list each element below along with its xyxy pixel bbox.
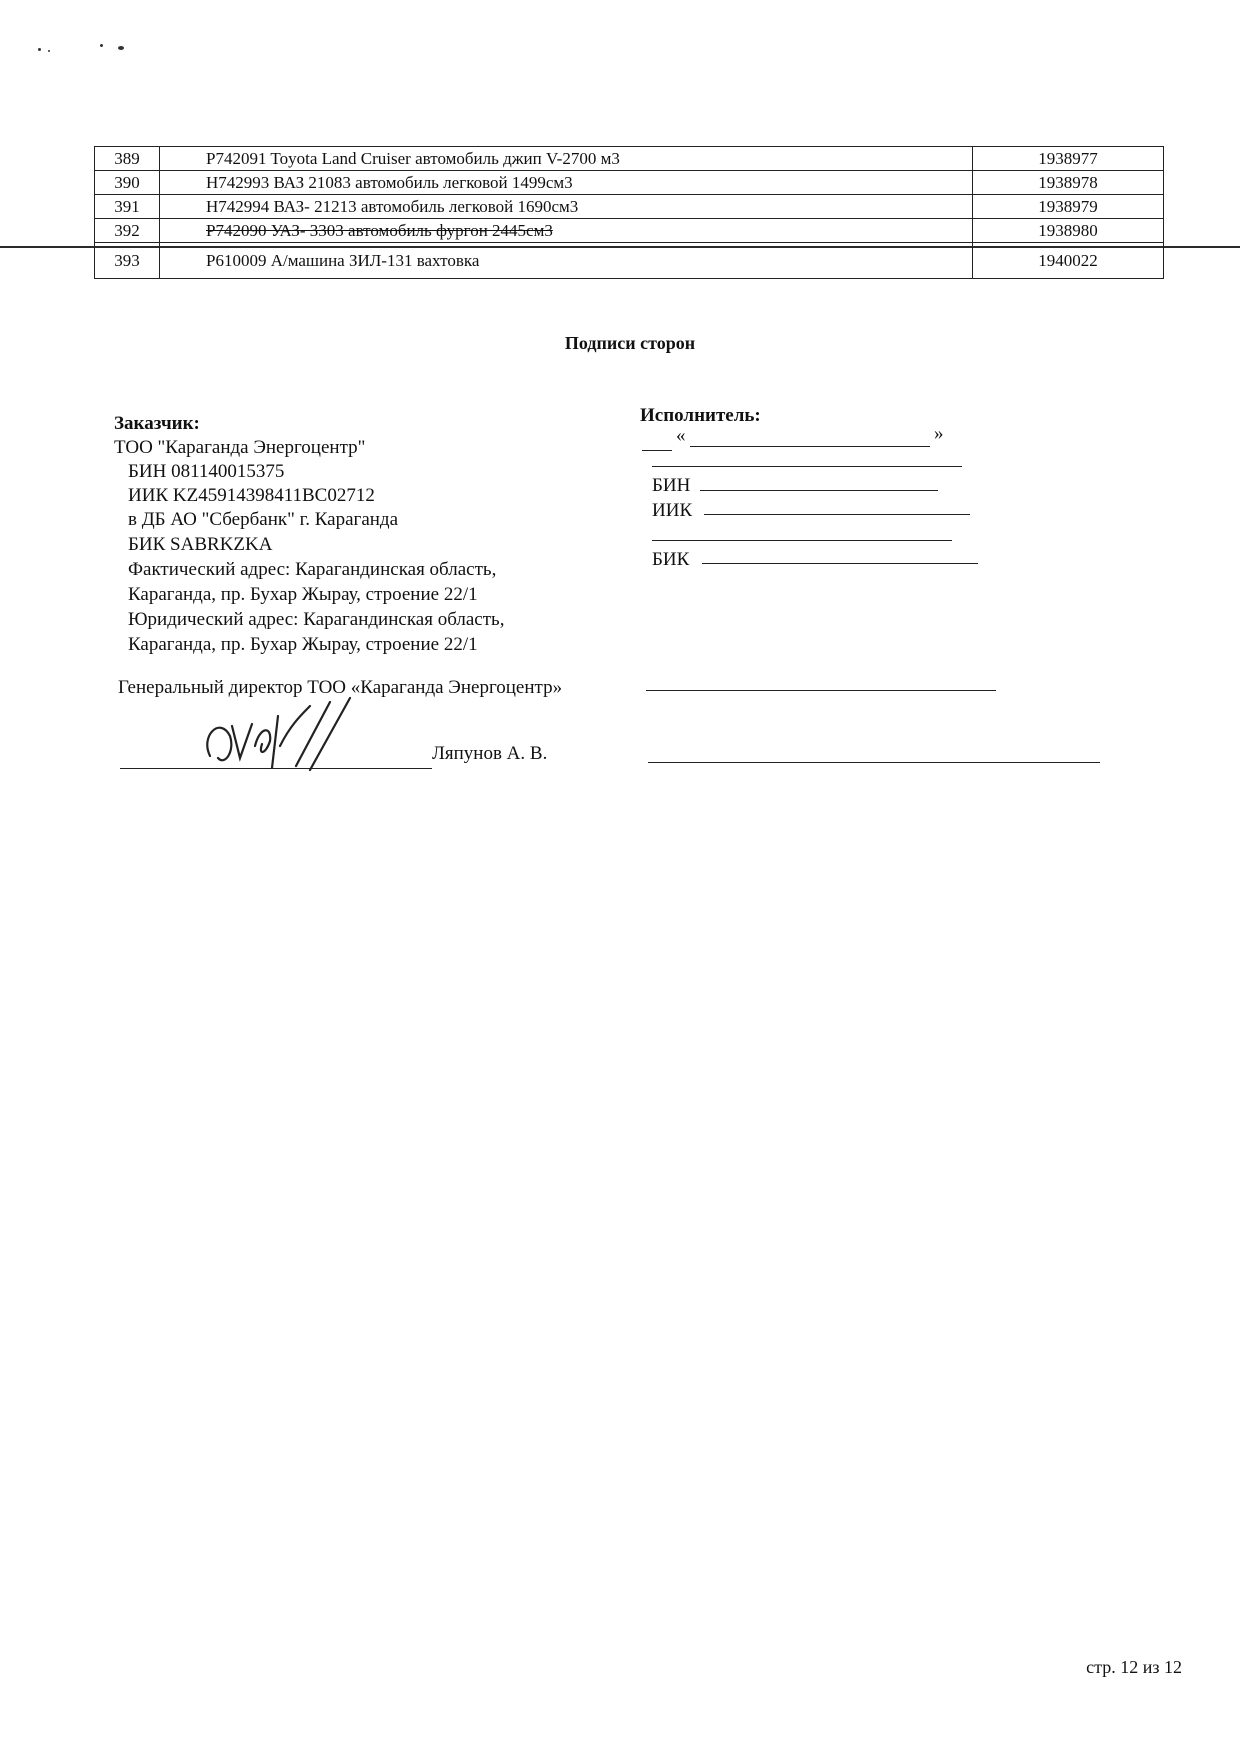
table-row [95, 219, 1164, 243]
row-description-text: H742993 ВАЗ 21083 автомобиль легковой 1499см3 [206, 172, 573, 192]
scan-speck [48, 50, 50, 52]
row-code [973, 219, 1164, 243]
row-number-text: 390 [114, 172, 140, 192]
row-number [95, 171, 160, 195]
page-number: стр. 12 из 12 [1086, 1657, 1182, 1677]
row-code-text: 1940022 [1038, 250, 1098, 270]
contractor-bin-line [700, 490, 938, 491]
customer-iik: ИИК KZ45914398411BC02712 [128, 485, 375, 506]
customer-heading: Заказчик: [114, 413, 200, 434]
table-row [95, 243, 1164, 279]
contractor-bin-label: БИН [652, 475, 691, 496]
contractor-bank-line [652, 540, 952, 541]
table-row [95, 195, 1164, 219]
items-table [94, 146, 1164, 279]
row-code [973, 195, 1164, 219]
row-description-text: P742090 УАЗ- 3303 автомобиль фургон 2445см3 [206, 220, 553, 240]
customer-bin: БИН 081140015375 [128, 461, 285, 482]
row-description [160, 195, 973, 219]
row-code-text: 1938979 [1038, 196, 1098, 216]
contractor-director-line [646, 690, 996, 691]
signatures-title: Подписи сторон [564, 333, 696, 353]
customer-bik: БИК SABRKZKA [128, 534, 273, 555]
contractor-signature-line [648, 762, 1100, 763]
customer-actual-address-2: Караганда, пр. Бухар Жырау, строение 22/1 [128, 584, 478, 605]
contractor-name-line [690, 446, 930, 447]
contractor-bik-line [702, 563, 978, 564]
row-number-text: 393 [114, 250, 140, 270]
row-description-text: H742994 ВАЗ- 21213 автомобиль легковой 1690см3 [206, 196, 579, 216]
row-description-text: P742091 Toyota Land Cruiser автомобиль джип V-2700 м3 [206, 148, 620, 168]
row-number-text: 392 [114, 220, 140, 240]
row-code-text: 1938977 [1038, 148, 1098, 168]
contractor-bik-label: БИК [652, 549, 690, 570]
contractor-quote-open: « [676, 425, 686, 446]
customer-legal-address-1: Юридический адрес: Карагандинская область, [128, 609, 505, 630]
contractor-line-2 [652, 466, 962, 467]
row-code [973, 243, 1164, 279]
row-number [95, 219, 160, 243]
customer-bank: в ДБ АО "Сбербанк" г. Караганда [128, 509, 399, 530]
contractor-iik-label: ИИК [652, 500, 693, 521]
row-number [95, 147, 160, 171]
row-number-text: 391 [114, 196, 140, 216]
row-code-text: 1938978 [1038, 172, 1098, 192]
handwritten-signature [200, 696, 360, 776]
contractor-prefix-line [642, 450, 672, 451]
row-description-text: P610009 А/машина ЗИЛ-131 вахтовка [206, 250, 480, 270]
row-code-text: 1938980 [1038, 220, 1098, 240]
row-number [95, 195, 160, 219]
row-number-text: 389 [114, 148, 140, 168]
scan-speck [118, 46, 124, 50]
contractor-quote-close: » [934, 423, 944, 444]
contractor-iik-line [704, 514, 970, 515]
row-code [973, 171, 1164, 195]
row-code [973, 147, 1164, 171]
director-title: Генеральный директор ТОО «Караганда Энергоцентр» [118, 677, 563, 698]
customer-legal-address-2: Караганда, пр. Бухар Жырау, строение 22/1 [128, 634, 478, 655]
scan-speck [38, 48, 41, 51]
contractor-heading: Исполнитель: [640, 405, 761, 426]
row-description [160, 219, 973, 243]
row-description [160, 147, 973, 171]
customer-company: ТОО "Караганда Энергоцентр" [114, 437, 366, 458]
customer-actual-address-1: Фактический адрес: Карагандинская область, [128, 559, 497, 580]
signer-name: Ляпунов А. В. [432, 743, 548, 764]
scan-speck [100, 44, 103, 47]
row-description [160, 171, 973, 195]
table-row [95, 147, 1164, 171]
row-description [160, 243, 973, 279]
row-number [95, 243, 160, 279]
table-row [95, 171, 1164, 195]
